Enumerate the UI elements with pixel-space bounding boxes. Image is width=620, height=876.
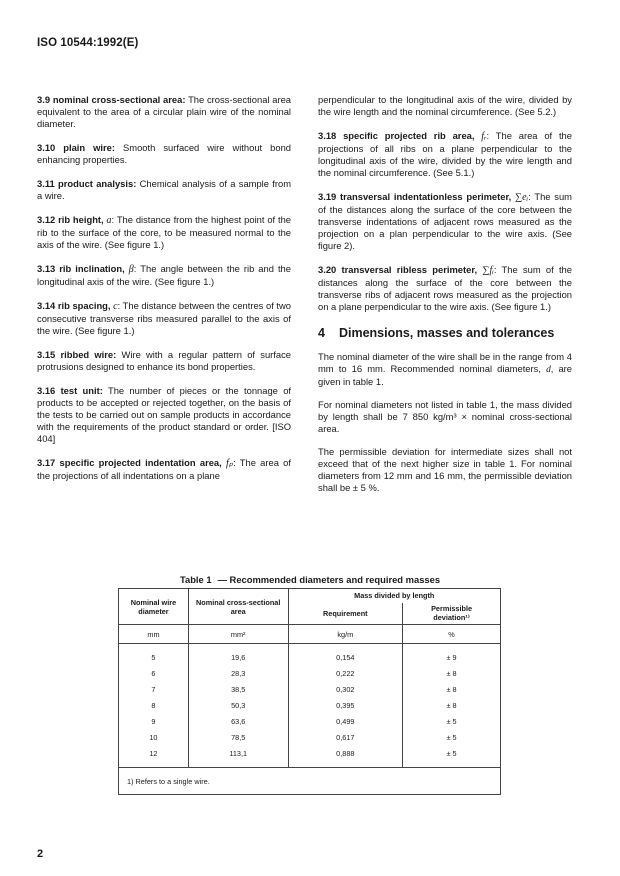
definition-3-20: 3.20 transversal ribless perimeter, ∑fᵢ: The sum of the distances along the surface of the core between the transverse ribs of adjacent rows measured as the projection on a plane perpendicular to the wire axis. (See figure 1.) bbox=[318, 264, 572, 312]
table-cell: 10 bbox=[149, 733, 158, 742]
column-requirements bbox=[288, 644, 403, 768]
header-diameter: Nominal wire diameter bbox=[119, 589, 189, 625]
section-4-paragraph-3: The permissible deviation for intermediate sizes shall not exceed that of the next higher size in table 1. For nominal diameters from 12 mm and 16 mm, the permissible deviation shall be ± 5 %. bbox=[318, 446, 572, 493]
header-mass-group: Mass divided by length bbox=[288, 589, 501, 603]
unit-diameter: mm bbox=[119, 625, 189, 644]
right-column bbox=[318, 94, 572, 505]
definition-3-18: 3.18 specific projected rib area, fᵣ: The area of the projections of all ribs on a plane perpendicular to the longitudinal axis of the wire, divided by the wire length and the nominal circumference. (See 5.1.) bbox=[318, 130, 572, 178]
table-footnote: 1) Refers to a single wire. bbox=[119, 768, 501, 795]
header-deviation: Permissible deviation¹⁾ bbox=[403, 603, 501, 625]
section-4-paragraph-1: The nominal diameter of the wire shall be in the range from 4 mm to 16 mm. Recommended nominal diameters, d, are given in table 1. bbox=[318, 351, 573, 387]
header-area: Nominal cross-sectional area bbox=[188, 589, 288, 625]
table-cell: 5 bbox=[151, 653, 156, 662]
definition-3-19: 3.19 transversal indentationless perimeter, ∑eᵢ: The sum of the distances along the surface of the core between the transverse indentations of adjacent rows measured as the projection on a plan perpendicular to the wire axis. (See figure 2). bbox=[318, 191, 572, 251]
unit-area: mm² bbox=[188, 625, 288, 644]
table-cell: ± 5 bbox=[446, 733, 457, 742]
column-areas bbox=[188, 644, 288, 768]
definition-3-17: 3.17 specific projected indentation area, fₚ: The area of the projections of all indentations on a plane bbox=[37, 457, 291, 481]
unit-requirement: kg/m bbox=[288, 625, 403, 644]
left-column bbox=[37, 94, 291, 494]
table-cell: ± 8 bbox=[446, 669, 457, 678]
table-cell: 0,395 bbox=[336, 701, 355, 710]
section-4-paragraph-2: For nominal diameters not listed in table 1, the mass divided by length shall be 7 850 kg/m³ × nominal cross-sectional area. bbox=[318, 399, 572, 434]
table-cell: 28,3 bbox=[231, 669, 246, 678]
table-cell: ± 5 bbox=[446, 717, 457, 726]
table-cell: 113,1 bbox=[229, 749, 248, 758]
definition-3-14: 3.14 rib spacing, c: The distance between the centres of two consecutive transverse ribs measured parallel to the axis of the wire. (See figure 1.) bbox=[37, 300, 292, 336]
definition-3-17-continuation: perpendicular to the longitudinal axis of the wire, divided by the wire length and the nominal circumference. (See 5.2.) bbox=[318, 94, 572, 117]
table-cell: 0,154 bbox=[336, 653, 355, 662]
table-cell: 6 bbox=[151, 669, 156, 678]
page-number: 2 bbox=[37, 848, 44, 860]
definition-3-13: 3.13 rib inclination, β: The angle between the rib and the longitudinal axis of the wire. (See figure 1.) bbox=[37, 263, 291, 287]
table-cell: 50,3 bbox=[231, 701, 246, 710]
table-cell: 63,6 bbox=[231, 717, 246, 726]
table-cell: 8 bbox=[151, 701, 156, 710]
definition-3-11: 3.11 product analysis: Chemical analysis of a sample from a wire. bbox=[37, 178, 292, 201]
table-cell: 12 bbox=[149, 749, 158, 758]
definition-3-9: 3.9 nominal cross-sectional area: The cross-sectional area equivalent to the area of a circular plain wire of the nominal diameter. bbox=[37, 94, 292, 129]
table-1-caption: Table 1 — Recommended diameters and required masses bbox=[179, 574, 441, 585]
unit-deviation: % bbox=[403, 625, 501, 644]
table-cell: ± 8 bbox=[446, 701, 457, 710]
table-cell: ± 5 bbox=[446, 749, 457, 758]
document-header: ISO 10544:1992(E) bbox=[37, 37, 139, 49]
table-cell: 0,222 bbox=[336, 669, 355, 678]
definition-3-10: 3.10 plain wire: Smooth surfaced wire without bond enhancing properties. bbox=[37, 142, 292, 165]
table-cell: 78,5 bbox=[231, 733, 246, 742]
table-cell: 7 bbox=[151, 685, 156, 694]
column-diameters bbox=[119, 644, 189, 768]
definition-3-12: 3.12 rib height, a: The distance from the highest point of the rib to the surface of the core, to be measured normal to the axis of the wire. (See figure 1.) bbox=[37, 214, 292, 250]
header-requirement: Requirement bbox=[288, 603, 403, 625]
table-cell: ± 9 bbox=[446, 653, 457, 662]
table-cell: 38,5 bbox=[231, 685, 246, 694]
definition-3-15: 3.15 ribbed wire: Wire with a regular pattern of surface protrusions designed to enhance its bond properties. bbox=[37, 349, 292, 372]
definition-3-16: 3.16 test unit: The number of pieces or the tonnage of products to be accepted or rejected together, on the basis of the tests to be carried out on sample products in accordance with the requirements of the product standard or order. [ISO 404] bbox=[37, 385, 292, 444]
table-cell: 9 bbox=[151, 717, 156, 726]
table-cell: 0,888 bbox=[336, 749, 355, 758]
table-cell: 19,6 bbox=[231, 653, 246, 662]
table-1 bbox=[118, 588, 501, 795]
column-deviations bbox=[403, 644, 501, 768]
section-4-heading: 4 Dimensions, masses and tolerances bbox=[318, 326, 555, 340]
table-cell: 0,499 bbox=[336, 717, 355, 726]
table-cell: 0,302 bbox=[336, 685, 355, 694]
table-cell: 0,617 bbox=[336, 733, 355, 742]
table-cell: ± 8 bbox=[446, 685, 457, 694]
